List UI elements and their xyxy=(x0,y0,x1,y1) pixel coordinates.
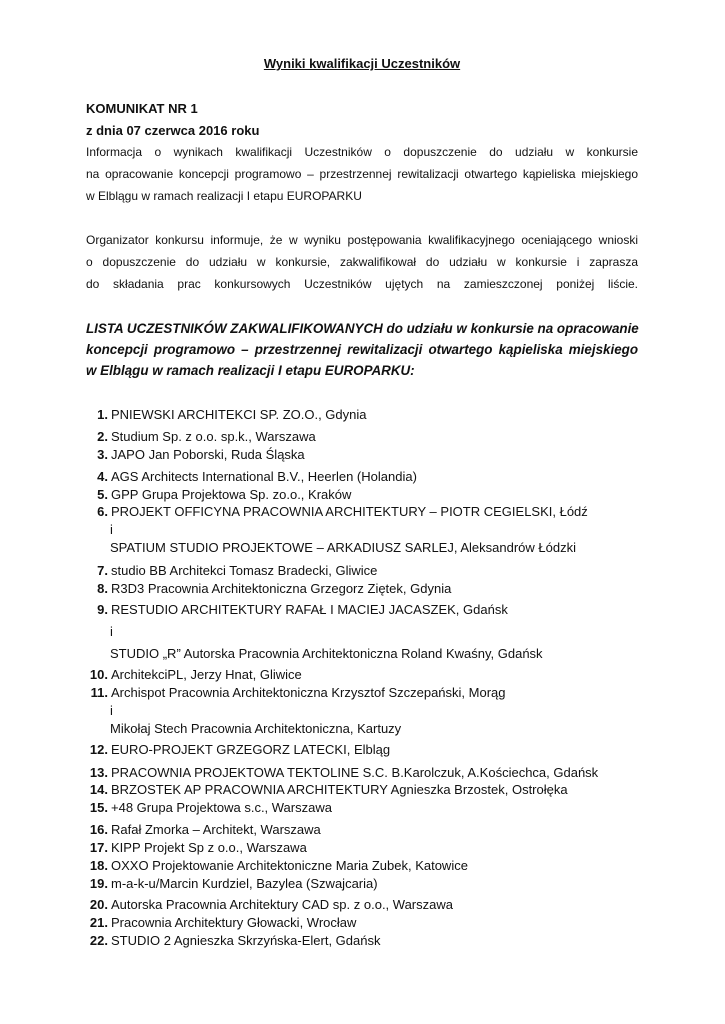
list-item xyxy=(66,764,598,782)
komunikat-heading: KOMUNIKAT NR 1 xyxy=(86,101,198,116)
item-number: 12. xyxy=(89,742,108,757)
item-text: KIPP Projekt Sp z o.o., Warszawa xyxy=(111,840,307,855)
item-text: R3D3 Pracownia Architektoniczna Grzegorz Ziętek, Gdynia xyxy=(111,581,452,596)
info-line: Informacja o wynikach kwalifikacji Uczestników o dopuszczenie do udziału w konkursie xyxy=(86,145,638,159)
item-text: Rafał Zmorka – Architekt, Warszawa xyxy=(111,822,321,837)
item-number: 22. xyxy=(89,933,108,948)
item-number: 20. xyxy=(89,897,108,912)
organizer-line: o dopuszczenie do udziału w konkursie, zakwalifikował do udziału w konkursie i zaprasza xyxy=(86,255,638,269)
item-text: ArchitekciPL, Jerzy Hnat, Gliwice xyxy=(111,667,302,682)
list-item xyxy=(66,741,390,759)
lista-line: w Elblągu w ramach realizacji I etapu EUROPARKU: xyxy=(86,363,415,378)
item-text: Pracownia Architektury Głowacki, Wrocław xyxy=(111,915,357,930)
item-number: 5. xyxy=(97,487,108,502)
item-continuation: i xyxy=(110,624,113,639)
item-number: 11. xyxy=(90,685,108,700)
item-number: 10. xyxy=(89,667,108,682)
list-item xyxy=(66,486,351,504)
list-item xyxy=(66,468,417,486)
item-continuation: STUDIO „R” Autorska Pracownia Architektoniczna Roland Kwaśny, Gdańsk xyxy=(110,646,543,661)
list-item xyxy=(66,428,316,446)
list-item xyxy=(66,562,377,580)
document-title: Wyniki kwalifikacji Uczestników xyxy=(263,56,461,71)
list-item xyxy=(66,666,302,684)
item-number: 15. xyxy=(89,800,108,815)
list-item xyxy=(66,406,367,424)
item-text: GPP Grupa Projektowa Sp. zo.o., Kraków xyxy=(111,487,352,502)
item-text: m-a-k-u/Marcin Kurdziel, Bazylea (Szwajcaria) xyxy=(111,876,378,891)
item-number: 13. xyxy=(89,765,108,780)
item-number: 4. xyxy=(97,469,108,484)
item-text: STUDIO 2 Agnieszka Skrzyńska-Elert, Gdańsk xyxy=(111,933,381,948)
list-item xyxy=(66,799,332,817)
item-continuation: i xyxy=(110,522,113,537)
item-text: Autorska Pracownia Architektury CAD sp. z o.o., Warszawa xyxy=(111,897,453,912)
participants-list xyxy=(66,0,706,1024)
item-number: 19. xyxy=(89,876,108,891)
item-text: RESTUDIO ARCHITEKTURY RAFAŁ I MACIEJ JACASZEK, Gdańsk xyxy=(111,602,508,617)
item-number: 16. xyxy=(89,822,108,837)
list-item xyxy=(66,875,378,893)
item-text: JAPO Jan Poborski, Ruda Śląska xyxy=(111,447,305,462)
item-continuation: SPATIUM STUDIO PROJEKTOWE – ARKADIUSZ SARLEJ, Aleksandrów Łódzki xyxy=(110,540,576,555)
list-item xyxy=(66,580,451,598)
organizer-line: do składania prac konkursowych Uczestników ujętych na zamieszczonej poniżej liście. xyxy=(86,277,638,291)
item-number: 18. xyxy=(89,858,108,873)
item-text: PNIEWSKI ARCHITEKCI SP. ZO.O., Gdynia xyxy=(111,407,367,422)
list-item xyxy=(66,914,356,932)
list-item xyxy=(66,932,380,950)
item-number: 1. xyxy=(97,407,108,422)
item-text: AGS Architects International B.V., Heerlen (Holandia) xyxy=(111,469,417,484)
komunikat-date: z dnia 07 czerwca 2016 roku xyxy=(86,123,260,138)
item-text: Studium Sp. z o.o. sp.k., Warszawa xyxy=(111,429,316,444)
item-number: 2. xyxy=(97,429,108,444)
list-item xyxy=(66,601,508,619)
list-item xyxy=(66,684,506,702)
list-item xyxy=(66,857,468,875)
list-item xyxy=(66,839,307,857)
item-text: Archispot Pracownia Architektoniczna Krzysztof Szczepański, Morąg xyxy=(111,685,506,700)
list-item xyxy=(66,446,305,464)
item-text: BRZOSTEK AP PRACOWNIA ARCHITEKTURY Agnieszka Brzostek, Ostrołęka xyxy=(111,782,568,797)
item-number: 6. xyxy=(97,504,108,519)
list-item xyxy=(66,896,453,914)
list-item xyxy=(66,821,321,839)
item-number: 3. xyxy=(97,447,108,462)
list-item xyxy=(66,781,568,799)
info-line: w Elblągu w ramach realizacji I etapu EUROPARKU xyxy=(86,189,362,203)
item-number: 17. xyxy=(89,840,108,855)
info-line: na opracowanie koncepcji programowo – przestrzennej rewitalizacji otwartego kąpieliska miejskiego xyxy=(86,167,638,181)
item-text: EURO-PROJEKT GRZEGORZ LATECKI, Elbląg xyxy=(111,742,391,757)
item-continuation: Mikołaj Stech Pracownia Architektoniczna, Kartuzy xyxy=(110,721,402,736)
lista-line: LISTA UCZESTNIKÓW ZAKWALIFIKOWANYCH do udziału w konkursie na opracowanie xyxy=(86,321,639,336)
item-text: +48 Grupa Projektowa s.c., Warszawa xyxy=(111,800,332,815)
item-number: 7. xyxy=(97,563,108,578)
item-number: 21. xyxy=(89,915,108,930)
item-number: 9. xyxy=(97,602,108,617)
item-text: PROJEKT OFFICYNA PRACOWNIA ARCHITEKTURY – PIOTR CEGIELSKI, Łódź xyxy=(111,504,588,519)
item-text: OXXO Projektowanie Architektoniczne Maria Zubek, Katowice xyxy=(111,858,468,873)
lista-line: koncepcji programowo – przestrzennej rewitalizacji otwartego kąpieliska miejskiego xyxy=(86,342,638,357)
item-continuation: i xyxy=(110,703,113,718)
list-item xyxy=(66,503,588,521)
organizer-line: Organizator konkursu informuje, że w wyniku postępowania kwalifikacyjnego oceniającego wnioski xyxy=(86,233,638,247)
item-number: 8. xyxy=(97,581,108,596)
item-text: PRACOWNIA PROJEKTOWA TEKTOLINE S.C. B.Karolczuk, A.Kościechca, Gdańsk xyxy=(111,765,599,780)
item-text: studio BB Architekci Tomasz Bradecki, Gliwice xyxy=(111,563,378,578)
item-number: 14. xyxy=(89,782,108,797)
